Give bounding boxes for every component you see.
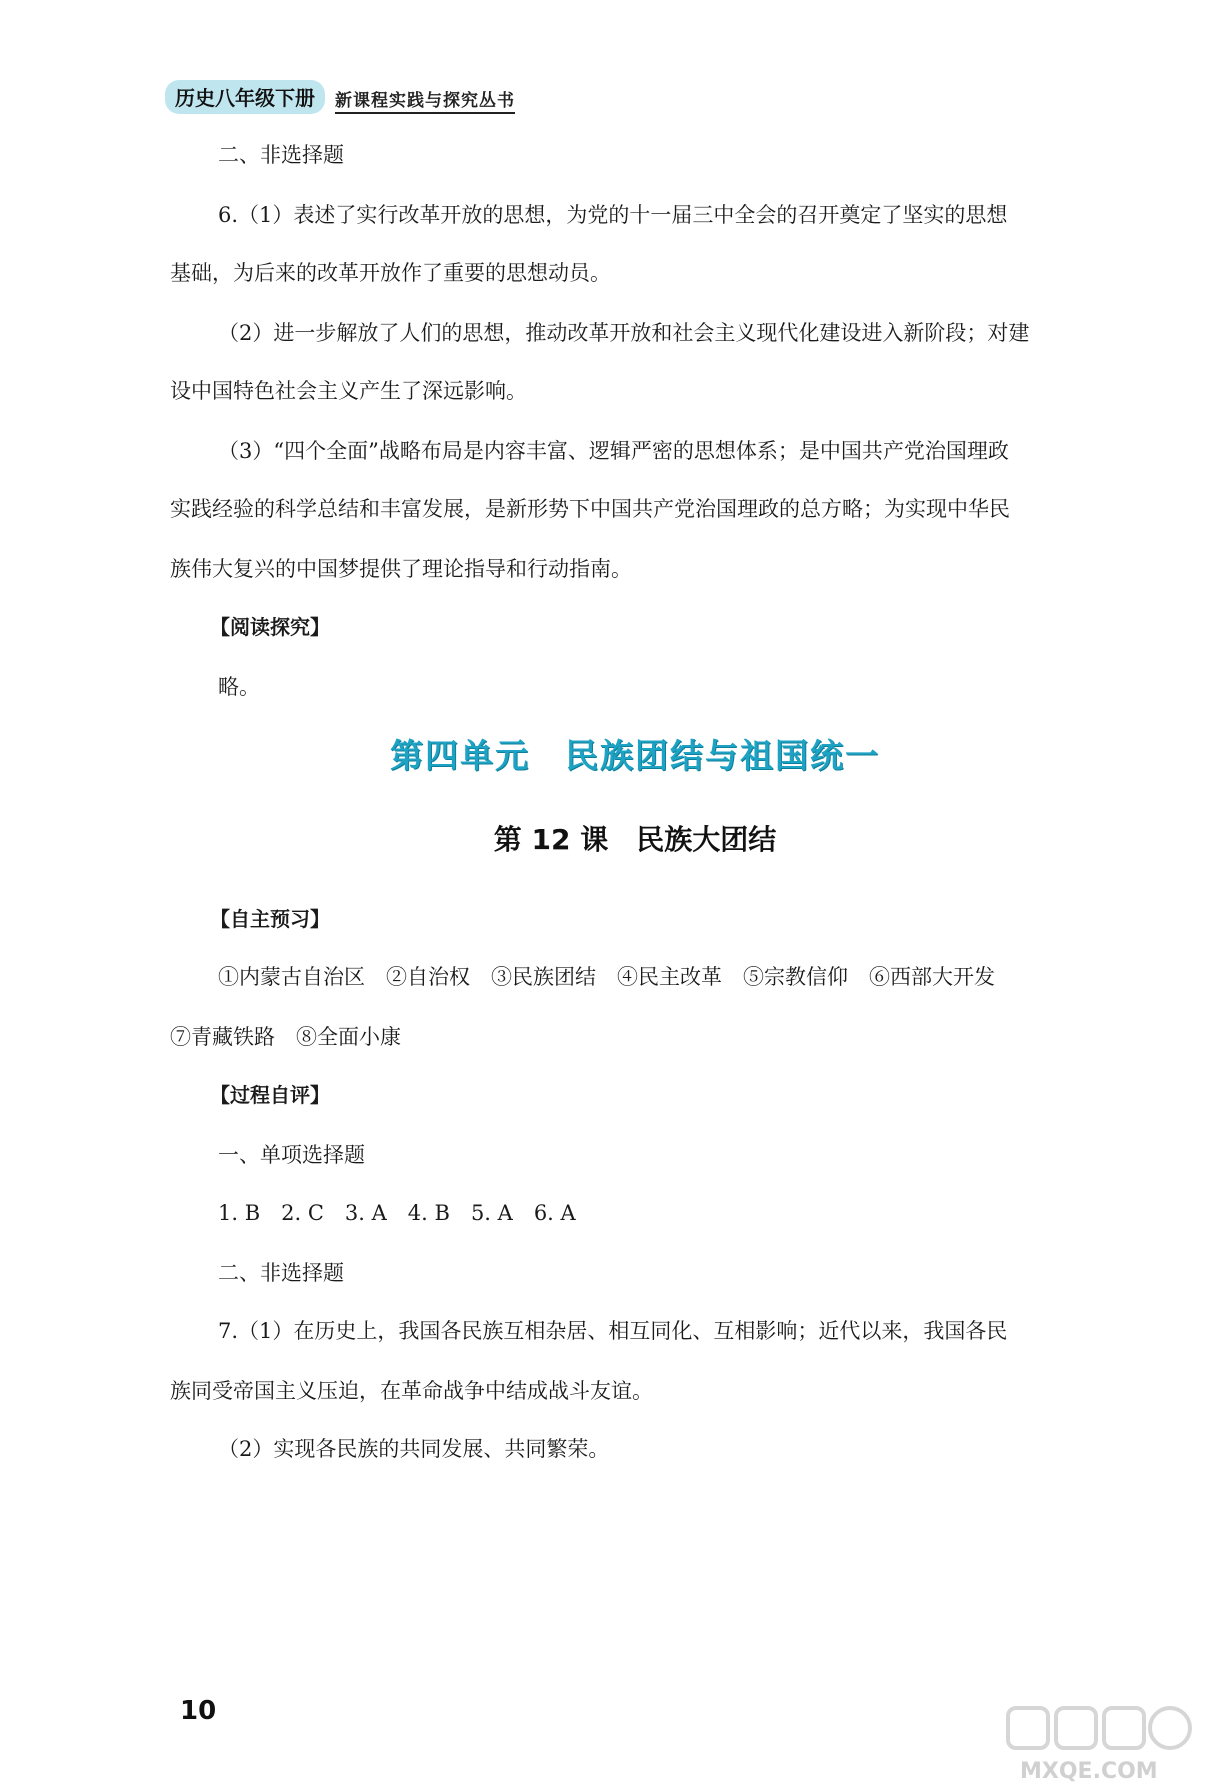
- watermark-logo-icon: [1000, 1700, 1200, 1785]
- answer-line: （2）实现各民族的共同发展、共同繁荣。: [218, 1437, 610, 1461]
- lesson-title: 第 12 课 民族大团结: [493, 823, 777, 856]
- watermark-logo: [1000, 1700, 1200, 1785]
- section-heading: 二、非选择题: [218, 143, 344, 167]
- section-heading: 二、非选择题: [218, 1261, 344, 1285]
- answer-line: 设中国特色社会主义产生了深远影响。: [170, 379, 527, 403]
- section-heading: 一、单项选择题: [218, 1143, 365, 1167]
- reading-section-label: 【阅读探究】: [210, 615, 330, 639]
- answer-line: ①内蒙古自治区 ②自治权 ③民族团结 ④民主改革 ⑤宗教信仰 ⑥西部大开发: [218, 965, 995, 989]
- answer-line: 6.（1）表述了实行改革开放的思想，为党的十一届三中全会的召开奠定了坚实的思想: [218, 203, 1008, 227]
- book-title-tag: 历史八年级下册: [165, 80, 325, 114]
- answer-line: 7.（1）在历史上，我国各民族互相杂居、相互同化、互相影响；近代以来，我国各民: [218, 1319, 1008, 1343]
- unit-title: 第四单元 民族团结与祖国统一: [390, 736, 880, 775]
- answer-line: 略。: [218, 675, 260, 699]
- answer-line: 实践经验的科学总结和丰富发展，是新形势下中国共产党治国理政的总方略；为实现中华民: [170, 497, 1010, 521]
- page-number: 10: [180, 1696, 217, 1726]
- svg-text:MXQE.COM: MXQE.COM: [1020, 1759, 1158, 1784]
- preview-section-label: 【自主预习】: [210, 907, 330, 931]
- answer-line: 族同受帝国主义压迫，在革命战争中结成战斗友谊。: [170, 1379, 653, 1403]
- evaluation-section-label: 【过程自评】: [210, 1083, 330, 1107]
- choice-answers: 1. B 2. C 3. A 4. B 5. A 6. A: [218, 1201, 576, 1225]
- series-title: 新课程实践与探究丛书: [335, 86, 515, 114]
- answer-line: ⑦青藏铁路 ⑧全面小康: [170, 1025, 401, 1049]
- answer-line: 基础，为后来的改革开放作了重要的思想动员。: [170, 261, 611, 285]
- answer-line: 族伟大复兴的中国梦提供了理论指导和行动指南。: [170, 557, 632, 581]
- answer-line: （3）“四个全面”战略布局是内容丰富、逻辑严密的思想体系；是中国共产党治国理政: [218, 439, 1009, 463]
- answer-line: （2）进一步解放了人们的思想，推动改革开放和社会主义现代化建设进入新阶段；对建: [218, 321, 1030, 345]
- running-header: [165, 80, 515, 114]
